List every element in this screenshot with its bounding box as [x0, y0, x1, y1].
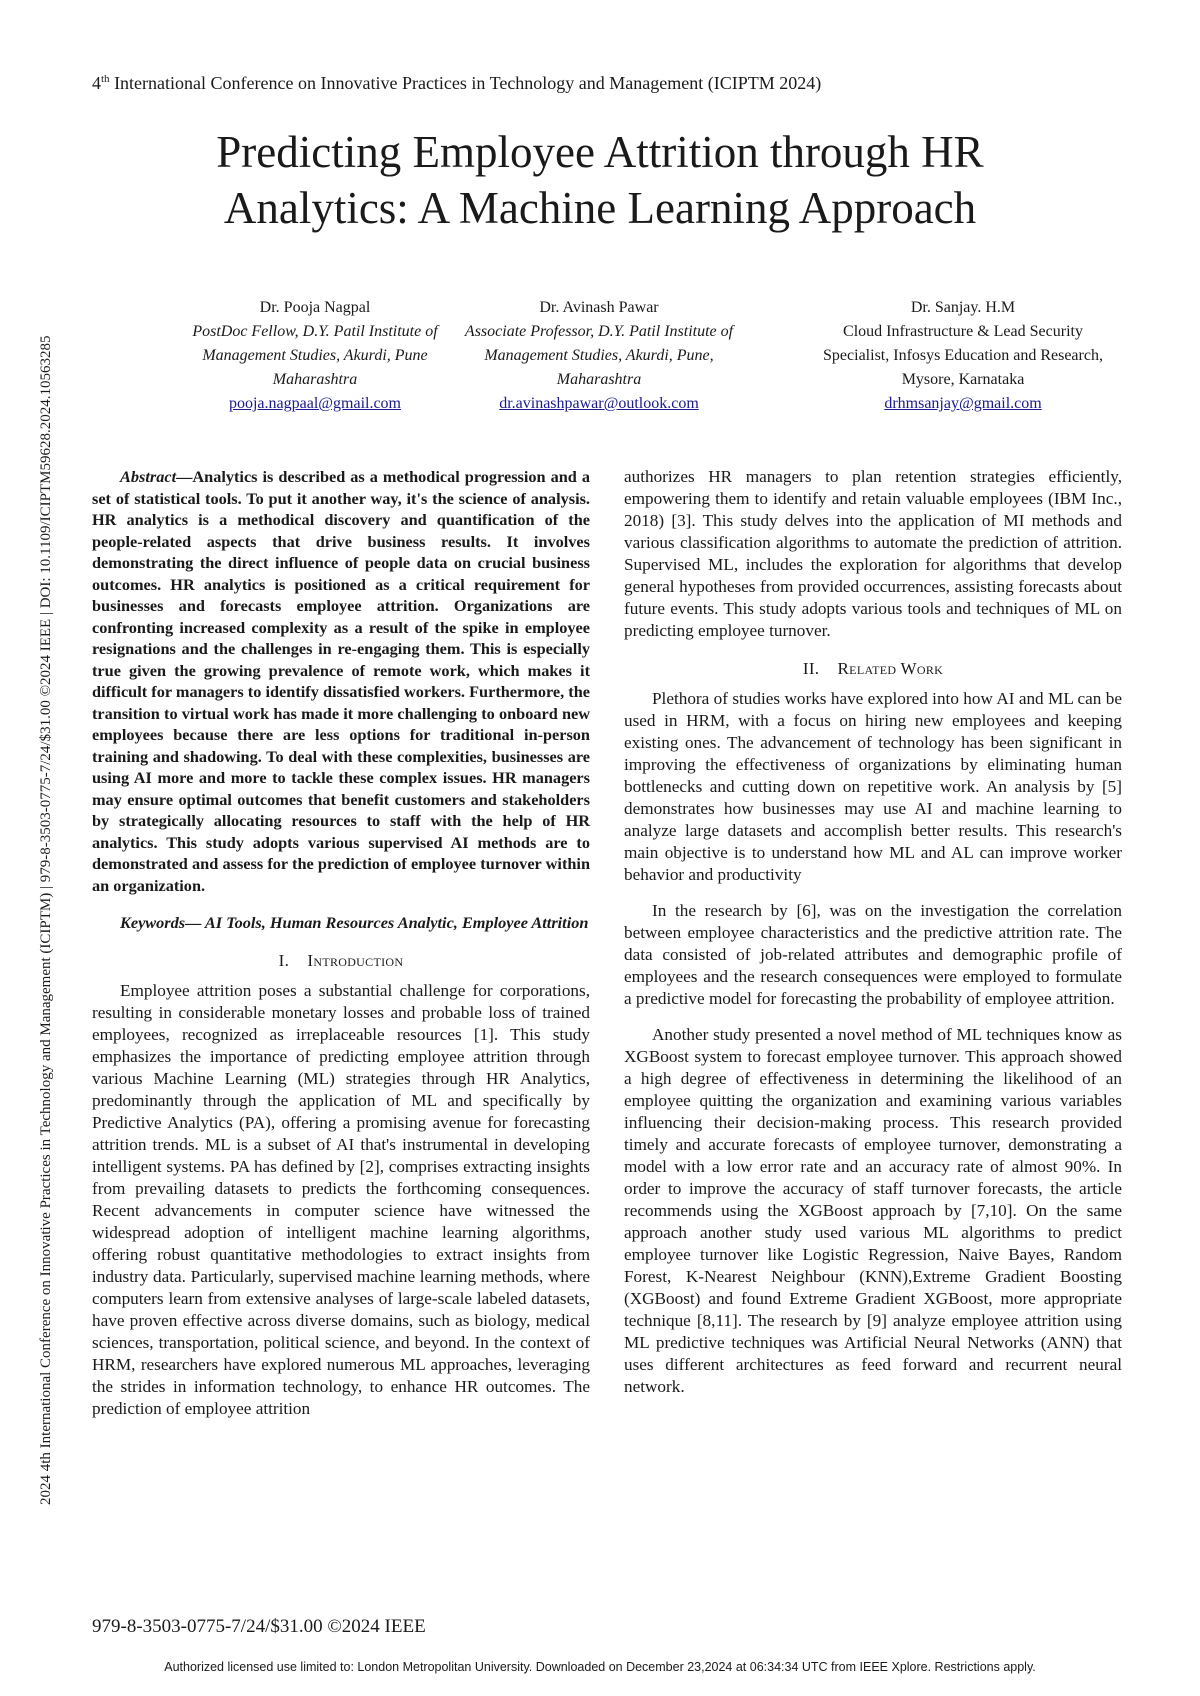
author-affiliation: PostDoc Fellow, D.Y. Patil Institute of Management Studies, Akurdi, Pune Maharashtra	[192, 323, 438, 388]
related-work-paragraph: Plethora of studies works have explored into how AI and ML can be used in HRM, with a focus on hiring new employees and keeping existing ones. The advancement of technology has been significant in improving the effectiveness of organizations by eliminating human bottlenecks and cutting down on repetitive work. An analysis by [5] demonstrates how businesses may use AI and machine learning to analyze large datasets and accomplish better results. This research's main objective is to understand how ML and AL can improve worker behavior and productivity	[624, 689, 1122, 884]
author-name: Dr. Pooja Nagpal	[259, 299, 371, 316]
author-2	[444, 296, 754, 416]
author-affiliation: Cloud Infrastructure & Lead Security Specialist, Infosys Education and Research, Mysore, Karnataka	[823, 323, 1103, 388]
introduction-continuation: authorizes HR managers to plan retention strategies efficiently, empowering them to identify and retain valuable employees (IBM Inc., 2018) [3]. This study delves into the application of MI methods and various classification algorithms to automate the prediction of attrition. Supervised ML, includes the exploration for algorithms that develop general hypotheses from provided occurrences, assisting forecasts about future events. This study adopts various tools and techniques of ML on predicting employee turnover.	[624, 467, 1122, 640]
left-column	[92, 466, 590, 1420]
author-name: Dr. Avinash Pawar	[539, 299, 659, 316]
author-name: Dr. Sanjay. H.M	[910, 299, 1016, 316]
author-email-link[interactable]: dr.avinashpawar@outlook.com	[499, 395, 699, 412]
license-notice: Authorized licensed use limited to: London Metropolitan University. Downloaded on December 23,2024 at 06:34:34 UTC from IEEE Xplore. Restrictions apply.	[164, 1660, 1036, 1674]
section-title: Related Work	[837, 659, 944, 678]
section-number: I.	[278, 950, 290, 970]
conference-header	[92, 72, 1092, 94]
section-title: Introduction	[307, 950, 404, 970]
conference-name: International Conference on Innovative Practices in Technology and Management (ICIPTM 2024)	[109, 73, 822, 93]
section-heading-related-work	[624, 658, 1122, 680]
keywords	[92, 912, 590, 934]
section-heading-introduction	[92, 950, 590, 972]
author-affiliation: Associate Professor, D.Y. Patil Institute of Management Studies, Akurdi, Pune, Maharashtra	[464, 323, 734, 388]
introduction-paragraph: Employee attrition poses a substantial challenge for corporations, resulting in considerable monetary losses and probable loss of trained employees, recognized as irreplaceable resources [1]. This study emphasizes the importance of predicting employee attrition through various Machine Learning (ML) strategies through HR Analytics, predominantly through the application of ML and specifically by Predictive Analytics (PA), offering a promising avenue for forecasting attrition trends. ML is a subset of AI that's instrumental in developing intelligent systems. PA has defined by [2], comprises extracting insights from prevailing datasets to predicts the forthcoming consequences. Recent advancements in computer science have witnessed the widespread adoption of intelligent machine learning algorithms, offering robust quantitative methodologies to extract insights from industry data. Particularly, supervised machine learning methods, where computers learn from extensive analyses of large-scale labeled datasets, have proven effective across diverse domains, such as biology, medical sciences, transportation, political science, and beyond. In the context of HRM, researchers have explored numerous ML approaches, leveraging the strides in information technology, to enhance HR outcomes. The prediction of employee attrition	[92, 980, 590, 1418]
author-3	[808, 296, 1118, 416]
author-email-link[interactable]: pooja.nagpaal@gmail.com	[228, 395, 401, 412]
related-work-paragraph: Another study presented a novel method of ML techniques know as XGBoost system to forecast employee turnover. This approach showed a high degree of effectiveness in determining the likelihood of an employee quitting the organization and examining various variables influencing their decision-making process. This research provided timely and accurate forecasts of employee turnover, demonstrating a model with a low error rate and an accuracy rate of almost 90%. In order to improve the accuracy of staff turnover forecasts, the article recommends using the XGBoost approach by [7,10]. On the same approach another study used various ML algorithms to predict employee turnover like Logistic Regression, Naive Bayes, Random Forest, K-Nearest Neighbour (KNN),Extreme Gradient Boosting (XGBoost) and found Extreme Gradient XGBoost, more appropriate technique [8,11]. The research by [9] analyze employee attrition using ML predictive techniques was Artificial Neural Networks (ANN) that uses different architectures as feed forward and recurrent neural network.	[624, 1025, 1122, 1396]
right-column	[624, 466, 1122, 1398]
keywords-label: Keywords	[120, 913, 186, 932]
related-work-paragraph: In the research by [6], was on the investigation the correlation between employee characteristics and the predictive attrition rate. The data consisted of job-related attributes and demographic profile of employees and the research consequences were employed to formulate a predictive model for forecasting the probability of employee attrition.	[624, 901, 1122, 1008]
author-1	[160, 296, 470, 416]
isbn-copyright-line: 979-8-3503-0775-7/24/$31.00 ©2024 IEEE	[92, 1616, 426, 1637]
conference-number: 4	[92, 73, 101, 93]
keywords-text: — AI Tools, Human Resources Analytic, Employee Attrition	[185, 913, 589, 932]
abstract-label: Abstract	[120, 467, 177, 486]
section-number: II.	[802, 659, 820, 678]
abstract-text: —Analytics is described as a methodical progression and a set of statistical tools. To put it another way, it's the science of analysis. HR analytics is a methodical discovery and quantification of the people-related aspects that drive business results. It involves demonstrating the direct influence of people data on crucial business outcomes. HR analytics is positioned as a critical requirement for businesses and forecasts employee attrition. Organizations are confronting increased complexity as a result of the spike in employee resignations and the challenges in re-engaging them. This is especially true given the growing prevalence of remote work, which makes it difficult for managers to identify dissatisfied workers. Furthermore, the transition to virtual work has made it more challenging to onboard new employees because there are less options for traditional in-person training and shadowing. To deal with these complexities, businesses are using AI more and more to tackle these complex issues. HR managers may ensure optimal outcomes that benefit customers and stakeholders by strategically allocating resources to staff with the help of HR analytics. This study adopts various supervised AI methods are to demonstrated and assess for the prediction of employee turnover within an organization.	[92, 467, 590, 895]
side-citation-text: 2024 4th International Conference on Innovative Practices in Technology and Management (ICIPTM) | 979-8-3503-0775-7/24/$31.00 ©2024 IEEE | DOI: 10.1109/ICIPTM59628.2024.10563285	[38, 335, 54, 1505]
paper-title: Predicting Employee Attrition through HR Analytics: A Machine Learning Approach	[216, 127, 984, 233]
conference-ordinal-suffix: th	[101, 73, 110, 85]
abstract	[92, 466, 590, 896]
author-email-link[interactable]: drhmsanjay@gmail.com	[884, 395, 1042, 412]
